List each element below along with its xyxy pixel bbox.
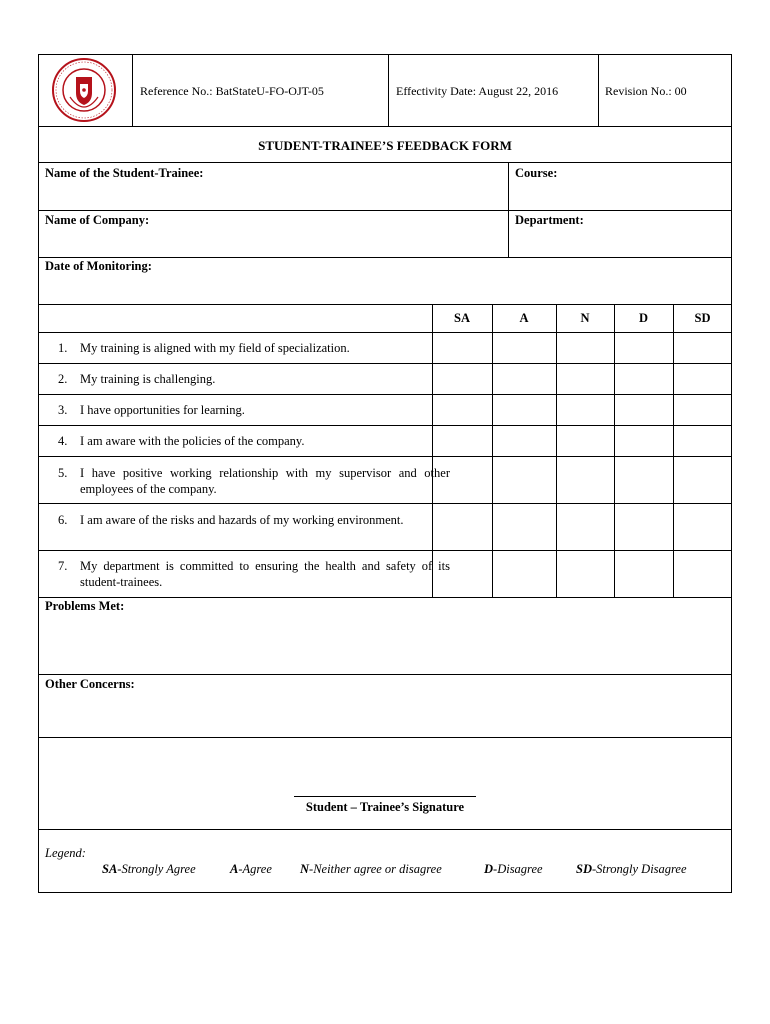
statement-row (58, 371, 428, 387)
header-divider (38, 126, 732, 127)
rating-cell-d[interactable] (615, 457, 673, 503)
legend-key: SA (102, 862, 118, 876)
rating-cell-n[interactable] (557, 364, 614, 394)
rating-cell-n[interactable] (557, 333, 614, 363)
reference-number: Reference No.: BatStateU-FO-OJT-05 (140, 84, 324, 98)
rating-cell-sa[interactable] (433, 426, 492, 456)
course-label: Course: (515, 166, 558, 180)
date-field[interactable] (44, 277, 726, 301)
rating-cell-n[interactable] (557, 426, 614, 456)
problems-met-field[interactable] (44, 616, 726, 672)
revision-number: Revision No.: 00 (605, 84, 687, 98)
statement-row (58, 340, 428, 356)
rating-cell-d[interactable] (615, 364, 673, 394)
statement-number: 4. (58, 434, 68, 448)
rating-cell-sd[interactable] (674, 333, 732, 363)
statement-row (58, 512, 450, 528)
statement-number: 7. (58, 559, 68, 573)
rating-cell-a[interactable] (493, 426, 556, 456)
legend-item (102, 862, 196, 877)
rating-cell-sa[interactable] (433, 551, 492, 597)
statement-text: I have positive working relationship with my supervisor and other employees of the company. (80, 466, 450, 496)
column-header-n: N (580, 311, 590, 325)
statement-number: 1. (58, 341, 68, 355)
statement-text: My department is committed to ensuring the health and safety of its student-trainees. (80, 559, 450, 589)
statement-row (58, 558, 450, 590)
statement-row (58, 465, 450, 497)
legend-key: SD (576, 862, 592, 876)
statement-number: 2. (58, 372, 68, 386)
other-concerns-field[interactable] (44, 694, 726, 734)
legend-key: A (230, 862, 239, 876)
department-field[interactable] (514, 231, 726, 255)
statement-text: I have opportunities for learning. (80, 403, 245, 417)
name-row-divider (38, 210, 732, 211)
rating-cell-sd[interactable] (674, 395, 732, 425)
date-label: Date of Monitoring: (45, 259, 152, 273)
rating-cell-n[interactable] (557, 457, 614, 503)
legend-item (230, 862, 272, 877)
company-row-divider (38, 257, 732, 258)
column-header-sa: SA (454, 311, 470, 325)
statement-number: 5. (58, 466, 68, 480)
rating-cell-d[interactable] (615, 551, 673, 597)
legend-key: N (300, 862, 310, 876)
signature-line[interactable] (294, 784, 476, 797)
statement-row (58, 402, 428, 418)
legend-desc: -Agree (238, 862, 272, 876)
concerns-divider (38, 737, 732, 738)
other-concerns-label: Other Concerns: (45, 677, 135, 691)
signature-divider (38, 829, 732, 830)
rating-cell-a[interactable] (493, 551, 556, 597)
rating-cell-a[interactable] (493, 364, 556, 394)
rating-cell-sd[interactable] (674, 504, 732, 550)
column-header-sd: SD (694, 311, 711, 325)
rating-cell-sa[interactable] (433, 504, 492, 550)
rating-cell-n[interactable] (557, 395, 614, 425)
logo-divider (132, 54, 133, 126)
statement-text: My training is aligned with my field of specialization. (80, 341, 350, 355)
rating-cell-sd[interactable] (674, 426, 732, 456)
rating-cell-d[interactable] (615, 333, 673, 363)
legend-desc: -Disagree (493, 862, 543, 876)
form-title: STUDENT-TRAINEE’S FEEDBACK FORM (258, 138, 512, 153)
legend-desc: -Strongly Disagree (591, 862, 687, 876)
effectivity-divider (598, 54, 599, 126)
student-name-field[interactable] (44, 184, 502, 208)
rating-cell-d[interactable] (615, 426, 673, 456)
statement-row (58, 433, 428, 449)
problems-divider (38, 674, 732, 675)
company-field[interactable] (44, 231, 502, 255)
rating-cell-sd[interactable] (674, 457, 732, 503)
rating-cell-sa[interactable] (433, 333, 492, 363)
legend-desc: -Neither agree or disagree (309, 862, 442, 876)
rating-cell-sa[interactable] (433, 395, 492, 425)
rating-cell-n[interactable] (557, 504, 614, 550)
course-field[interactable] (514, 184, 726, 208)
title-divider (38, 162, 732, 163)
statement-text: I am aware with the policies of the company. (80, 434, 305, 448)
rating-cell-n[interactable] (557, 551, 614, 597)
statement-text: My training is challenging. (80, 372, 216, 386)
column-header-a: A (519, 311, 529, 325)
legend-item (576, 862, 687, 877)
reference-divider (388, 54, 389, 126)
legend-item (484, 862, 543, 877)
rating-cell-a[interactable] (493, 457, 556, 503)
rating-cell-sd[interactable] (674, 551, 732, 597)
rating-cell-sa[interactable] (433, 364, 492, 394)
department-label: Department: (515, 213, 584, 227)
statement-number: 6. (58, 513, 68, 527)
rating-cell-sa[interactable] (433, 457, 492, 503)
rating-cell-sd[interactable] (674, 364, 732, 394)
legend-item (300, 862, 442, 877)
legend-title: Legend: (45, 846, 86, 860)
rating-cell-d[interactable] (615, 395, 673, 425)
company-label: Name of Company: (45, 213, 150, 227)
legend-desc: -Strongly Agree (117, 862, 196, 876)
effectivity-date: Effectivity Date: August 22, 2016 (396, 84, 559, 98)
statement-text: I am aware of the risks and hazards of my working environment. (80, 513, 404, 527)
rating-cell-d[interactable] (615, 504, 673, 550)
rating-cell-a[interactable] (493, 504, 556, 550)
rating-cell-a[interactable] (493, 333, 556, 363)
legend-key: D (484, 862, 494, 876)
student-name-label: Name of the Student-Trainee: (45, 166, 204, 180)
signature-label: Student – Trainee’s Signature (305, 800, 465, 814)
problems-met-label: Problems Met: (45, 599, 125, 613)
university-seal-icon (44, 57, 124, 123)
table-bottom-divider (38, 597, 732, 598)
university-logo (44, 57, 124, 123)
column-header-d: D (638, 311, 649, 325)
rating-cell-a[interactable] (493, 395, 556, 425)
statement-number: 3. (58, 403, 68, 417)
date-row-divider (38, 304, 732, 305)
